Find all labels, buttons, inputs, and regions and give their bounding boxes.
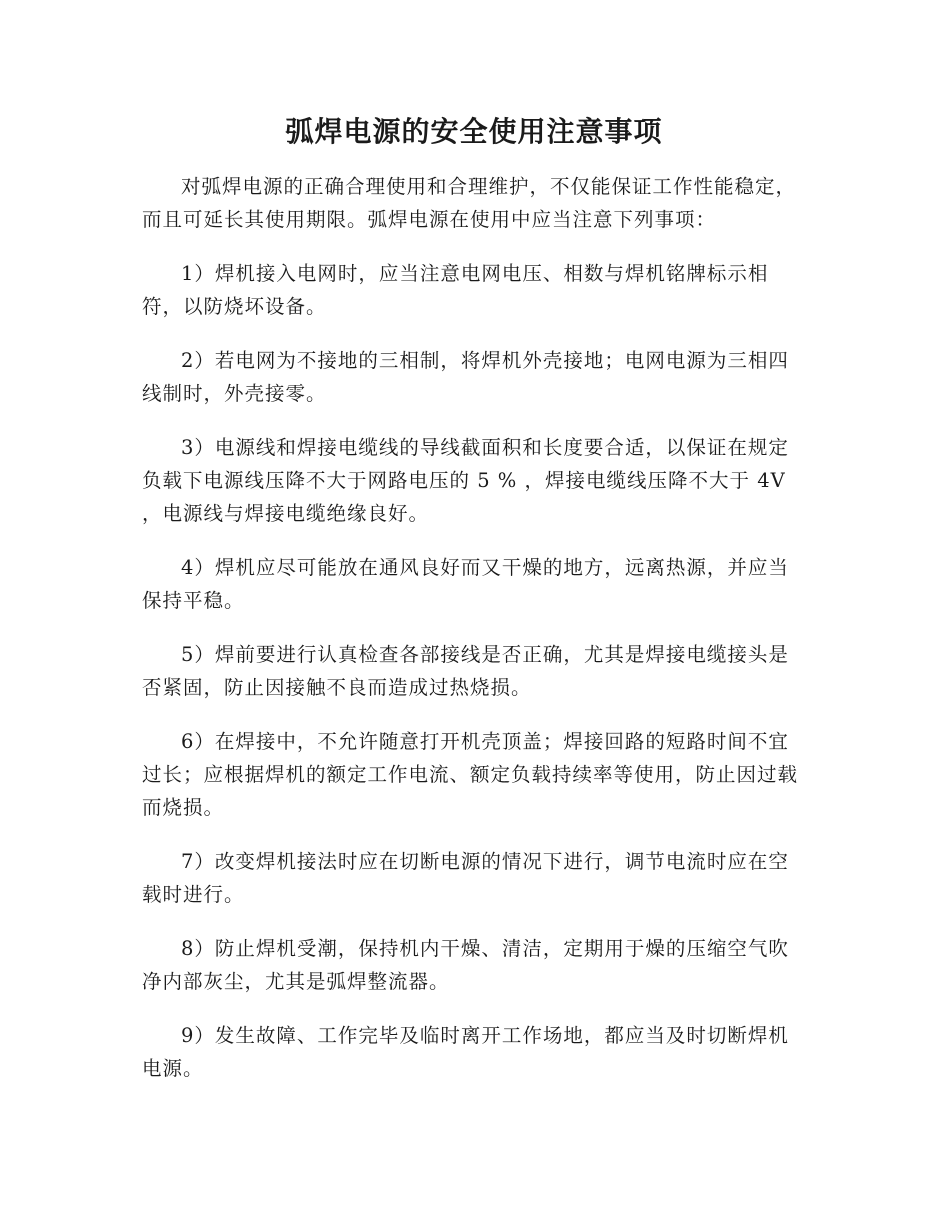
list-item-8: 8）防止焊机受潮，保持机内干燥、清洁，定期用于燥的压缩空气吹净内部灰尘，尤其是弧焊整流器。 [142,937,789,993]
intro-paragraph: 对弧焊电源的正确合理使用和合理维护，不仅能保证工作性能稳定，而且可延长其使用期限。弧焊电源在使用中应当注意下列事项： [142,175,797,231]
list-item-3: 3）电源线和焊接电缆线的导线截面积和长度要合适，以保证在规定负载下电源线压降不大于网路电压的 5 % ，焊接电缆线压降不大于 4V ，电源线与焊接电缆绝缘良好。 [142,436,789,525]
list-item-1: 1）焊机接入电网时，应当注意电网电压、相数与焊机铭牌标示相符，以防烧坏设备。 [142,262,769,318]
list-item-4: 4）焊机应尽可能放在通风良好而又干燥的地方，远离热源，并应当保持平稳。 [142,556,789,612]
page-title: 弧焊电源的安全使用注意事项 [285,115,663,148]
list-item-5: 5）焊前要进行认真检查各部接线是否正确，尤其是焊接电缆接头是否紧固，防止因接触不良而造成过热烧损。 [142,643,789,699]
list-item-7: 7）改变焊机接法时应在切断电源的情况下进行，调节电流时应在空载时进行。 [142,850,789,906]
list-item-9: 9）发生故障、工作完毕及临时离开工作场地，都应当及时切断焊机电源。 [142,1024,789,1080]
list-item-6: 6）在焊接中，不允许随意打开机壳顶盖；焊接回路的短路时间不宜过长；应根据焊机的额定工作电流、额定负载持续率等使用，防止因过载而烧损。 [142,730,799,819]
list-item-2: 2）若电网为不接地的三相制，将焊机外壳接地；电网电源为三相四线制时，外壳接零。 [142,349,789,405]
document-page [142,104,806,1085]
